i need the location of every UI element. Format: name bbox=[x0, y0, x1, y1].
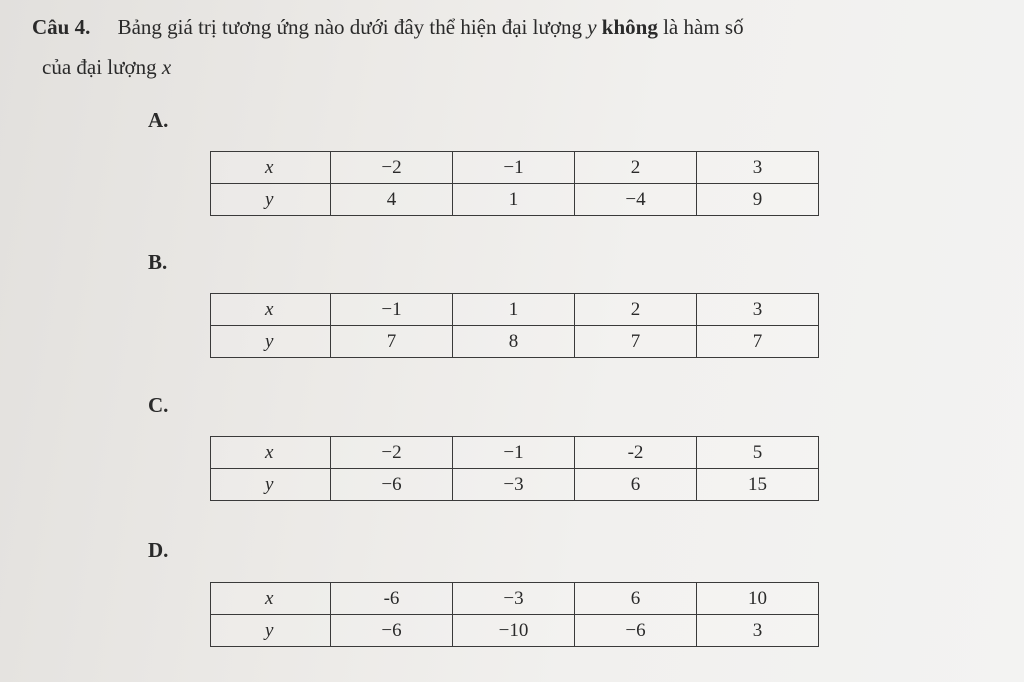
option-c-table bbox=[210, 436, 819, 501]
option-d-label[interactable]: D. bbox=[148, 538, 169, 562]
table-cell: 3 bbox=[697, 152, 819, 184]
variable-y: y bbox=[587, 15, 597, 39]
row-header-y: y bbox=[211, 326, 331, 358]
table-cell: 2 bbox=[575, 152, 697, 184]
table-row-y bbox=[211, 469, 819, 501]
table-row-x bbox=[211, 152, 819, 184]
table-cell: −1 bbox=[453, 437, 575, 469]
row-header-x: x bbox=[211, 583, 331, 615]
row-header-x: x bbox=[211, 294, 331, 326]
option-d-table bbox=[210, 582, 819, 647]
table-cell: 6 bbox=[575, 583, 697, 615]
question-line-2 bbox=[32, 52, 992, 82]
table-cell: 1 bbox=[453, 184, 575, 216]
table-cell: −10 bbox=[453, 615, 575, 647]
row-header-y: y bbox=[211, 184, 331, 216]
question-text bbox=[32, 12, 992, 82]
table-cell: 5 bbox=[697, 437, 819, 469]
table-cell: −6 bbox=[331, 469, 453, 501]
table-row-x bbox=[211, 583, 819, 615]
question-emphasis: không bbox=[601, 15, 658, 39]
option-b-label[interactable]: B. bbox=[148, 250, 168, 274]
option-a-table bbox=[210, 151, 819, 216]
table-row-x bbox=[211, 294, 819, 326]
table-cell: 9 bbox=[697, 184, 819, 216]
table-row-y bbox=[211, 326, 819, 358]
table-cell: -6 bbox=[331, 583, 453, 615]
table-row-y bbox=[211, 615, 819, 647]
variable-x: x bbox=[161, 55, 172, 79]
table-row-y bbox=[211, 184, 819, 216]
table-row-x bbox=[211, 437, 819, 469]
table-cell: −1 bbox=[453, 152, 575, 184]
table-cell: −2 bbox=[331, 437, 453, 469]
table-cell: -2 bbox=[575, 437, 697, 469]
table-cell: −6 bbox=[331, 615, 453, 647]
option-c-label[interactable]: C. bbox=[148, 393, 169, 417]
table-cell: 15 bbox=[697, 469, 819, 501]
table-cell: −3 bbox=[453, 469, 575, 501]
table-cell: 2 bbox=[575, 294, 697, 326]
table-cell: −2 bbox=[331, 152, 453, 184]
table-cell: −4 bbox=[575, 184, 697, 216]
table-cell: 6 bbox=[575, 469, 697, 501]
table-cell: 4 bbox=[331, 184, 453, 216]
row-header-y: y bbox=[211, 615, 331, 647]
question-line2-text: của đại lượng bbox=[42, 55, 157, 79]
question-line-1 bbox=[32, 12, 992, 42]
row-header-x: x bbox=[211, 437, 331, 469]
option-a-label[interactable]: A. bbox=[148, 108, 169, 132]
question-text-before: Bảng giá trị tương ứng nào dưới đây thể hiện đại lượng bbox=[117, 15, 582, 39]
table-cell: 3 bbox=[697, 294, 819, 326]
question-text-after: là hàm số bbox=[663, 15, 744, 39]
option-b-table bbox=[210, 293, 819, 358]
table-cell: 7 bbox=[697, 326, 819, 358]
table-cell: −3 bbox=[453, 583, 575, 615]
table-cell: 8 bbox=[453, 326, 575, 358]
table-cell: −6 bbox=[575, 615, 697, 647]
table-cell: −1 bbox=[331, 294, 453, 326]
row-header-x: x bbox=[211, 152, 331, 184]
table-cell: 1 bbox=[453, 294, 575, 326]
table-cell: 7 bbox=[331, 326, 453, 358]
table-cell: 3 bbox=[697, 615, 819, 647]
row-header-y: y bbox=[211, 469, 331, 501]
table-cell: 7 bbox=[575, 326, 697, 358]
table-cell: 10 bbox=[697, 583, 819, 615]
question-number: Câu 4. bbox=[32, 15, 91, 39]
